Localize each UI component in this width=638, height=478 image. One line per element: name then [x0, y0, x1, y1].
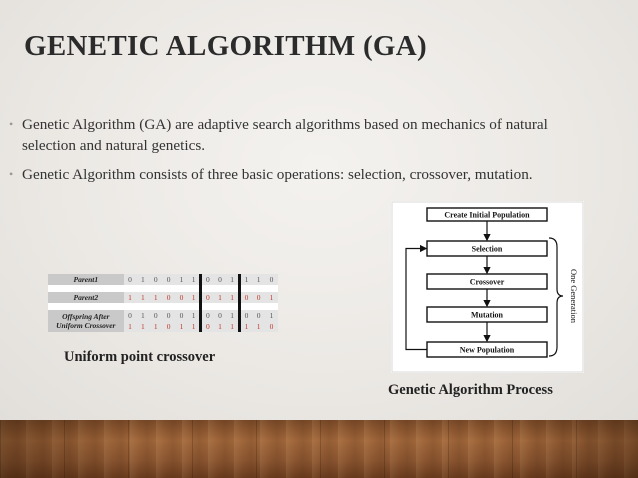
flow-step-label: New Population — [459, 345, 515, 355]
gene-cell: 1 — [124, 321, 137, 332]
gene-cell: 1 — [226, 292, 239, 303]
bullet-dot-icon: • — [9, 167, 14, 181]
gene-cell: 1 — [124, 292, 137, 303]
gene-cell: 1 — [149, 321, 162, 332]
ga-process-caption: Genetic Algorithm Process — [388, 382, 553, 398]
slide-title: GENETIC ALGORITHM (GA) — [24, 30, 427, 62]
generation-bracket — [549, 238, 563, 356]
crossover-caption: Uniform point crossover — [64, 349, 216, 365]
bullet-text: Genetic Algorithm consists of three basic operations: selection, crossover, mutation. — [22, 166, 533, 183]
flow-step-label: Create Initial Population — [444, 210, 530, 220]
gene-cell: 1 — [252, 274, 265, 285]
gene-cell: 1 — [188, 310, 201, 321]
gene-cell: 1 — [239, 274, 252, 285]
gene-cell: 1 — [136, 310, 149, 321]
crossover-row-label: Parent1 — [48, 274, 124, 285]
gene-cell: 0 — [124, 274, 137, 285]
gene-cell: 1 — [175, 321, 188, 332]
generation-label: One Generation — [569, 268, 579, 324]
gene-cell: 0 — [239, 292, 252, 303]
flow-step-label: Mutation — [471, 310, 503, 320]
gene-cell: 1 — [265, 292, 278, 303]
bullet-item — [9, 164, 569, 185]
crossover-row-label: Offspring After Uniform Crossover — [48, 310, 124, 332]
gene-cell: 0 — [175, 292, 188, 303]
loop-arrow — [406, 249, 427, 350]
gene-cell: 1 — [136, 292, 149, 303]
gene-cell: 1 — [149, 292, 162, 303]
gene-cell: 0 — [162, 274, 175, 285]
crossover-row — [48, 310, 278, 321]
gene-cell: 1 — [226, 321, 239, 332]
gene-cell: 0 — [239, 310, 252, 321]
crossover-table — [48, 274, 278, 332]
gene-cell: 0 — [214, 310, 227, 321]
gene-cell: 1 — [188, 274, 201, 285]
gene-cell: 0 — [265, 274, 278, 285]
gene-cell: 1 — [226, 274, 239, 285]
bullet-text: Genetic Algorithm (GA) are adaptive search algorithms based on mechanics of natural selection and natural genetics. — [22, 116, 548, 154]
gene-cell: 1 — [252, 321, 265, 332]
gene-cell: 0 — [265, 321, 278, 332]
gene-cell: 1 — [136, 321, 149, 332]
flow-step-label: Selection — [471, 244, 503, 254]
gene-cell: 0 — [252, 310, 265, 321]
bullet-dot-icon: • — [9, 117, 14, 131]
flow-step-label: Crossover — [469, 277, 505, 287]
gene-cell: 0 — [162, 321, 175, 332]
gene-cell: 0 — [149, 274, 162, 285]
gene-cell: 1 — [214, 292, 227, 303]
bullet-item — [9, 114, 569, 156]
crossover-spacer — [48, 303, 278, 310]
bullet-list — [9, 114, 569, 193]
gene-cell: 0 — [149, 310, 162, 321]
gene-cell: 0 — [201, 321, 214, 332]
ga-process-svg — [391, 201, 584, 373]
gene-cell: 1 — [188, 321, 201, 332]
gene-cell: 0 — [162, 292, 175, 303]
gene-cell: 1 — [175, 274, 188, 285]
gene-cell: 0 — [124, 310, 137, 321]
wood-floor-shade — [0, 420, 638, 478]
gene-cell: 1 — [188, 292, 201, 303]
gene-cell: 1 — [226, 310, 239, 321]
gene-cell: 0 — [201, 292, 214, 303]
gene-cell: 1 — [214, 321, 227, 332]
gene-cell: 0 — [252, 292, 265, 303]
crossover-row — [48, 274, 278, 285]
gene-cell: 0 — [162, 310, 175, 321]
crossover-spacer — [48, 285, 278, 292]
crossover-row-label: Parent2 — [48, 292, 124, 303]
gene-cell: 0 — [175, 310, 188, 321]
gene-cell: 1 — [239, 321, 252, 332]
gene-cell: 0 — [201, 274, 214, 285]
gene-cell: 1 — [265, 310, 278, 321]
gene-cell: 0 — [201, 310, 214, 321]
gene-cell: 0 — [214, 274, 227, 285]
crossover-row — [48, 292, 278, 303]
gene-cell: 1 — [136, 274, 149, 285]
ga-process-diagram — [391, 201, 584, 373]
